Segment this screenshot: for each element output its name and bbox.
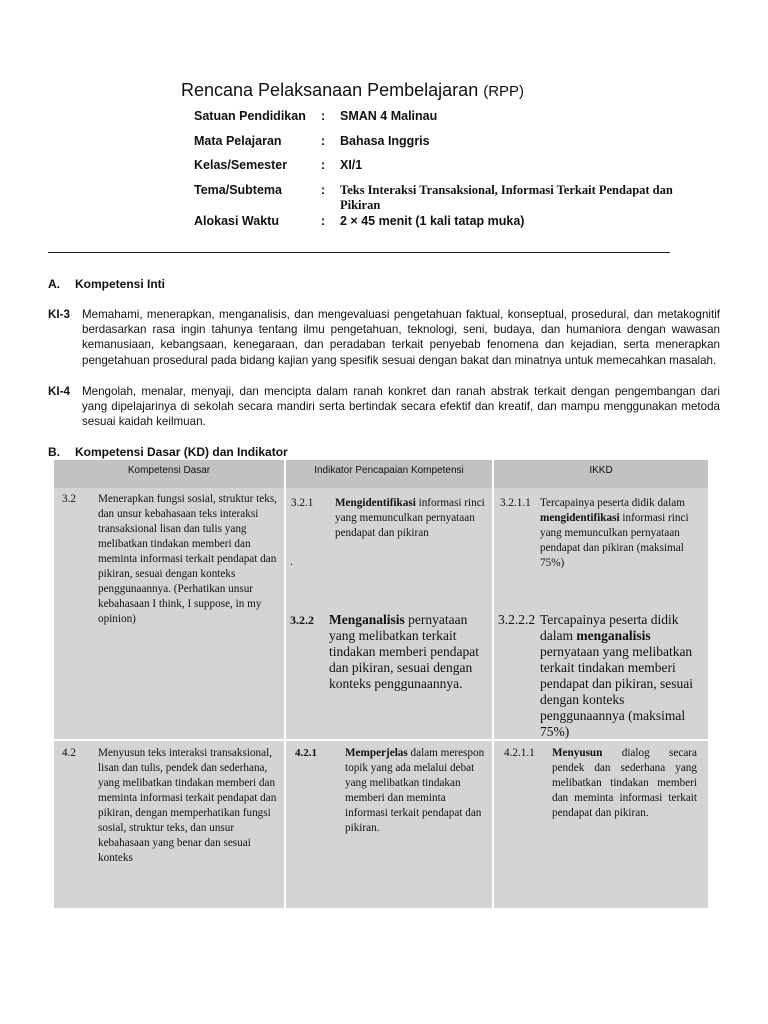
ikkd-intro: Tercapainya peserta didik dalam — [540, 497, 685, 509]
header-indikator: Indikator Pencapaian Kompetensi — [286, 460, 492, 488]
meta-value: XI/1 — [340, 158, 363, 172]
section-title: Kompetensi Dasar (KD) dan Indikator — [75, 445, 288, 459]
meta-key: Satuan Pendidikan — [194, 109, 306, 123]
header-ikkd: IKKD — [494, 460, 708, 488]
ikkd-verb: mengidentifikasi — [540, 512, 620, 524]
ikkd-rest: pernyataan yang melibatkan terkait tindakan memberi pendapat dan pikiran, sesuai dengan konteks penggunaannya (maksimal 75%) — [540, 644, 693, 739]
meta-value: 2 × 45 menit (1 kali tatap muka) — [340, 214, 525, 228]
header-kompetensi-dasar: Kompetensi Dasar — [54, 460, 284, 488]
indicator-rest: informasi rinci yang memunculkan pernyataan pendapat dan pikiran — [335, 497, 485, 539]
meta-colon: : — [321, 158, 326, 172]
document-title — [181, 80, 524, 101]
ki3-block — [48, 307, 720, 368]
ki4-text: Mengolah, menalar, menyaji, dan mencipta dalam ranah konkret dan ranah abstrak terkait dengan pengembangan dari yang dipelajarinya di sekolah secara mandiri serta bertindak secara efektif dan kreatif, dan mampu menggunakan metoda sesuai kaidah keilmuan. — [82, 385, 720, 429]
title-suffix: (RPP) — [483, 83, 525, 100]
stray-dot: . — [290, 556, 293, 568]
ikkd-number: 4.2.1.1 — [504, 747, 535, 759]
ikkd-verb: menganalisis — [576, 628, 651, 643]
title-text: Rencana Pelaksanaan Pembelajaran — [181, 80, 479, 100]
indicator-verb: Menganalisis — [329, 612, 405, 627]
meta-key: Mata Pelajaran — [194, 134, 282, 148]
indicator-number: 4.2.1 — [295, 747, 317, 759]
indicator-rest: dalam merespon topik yang ada melalui debat yang melibatkan tindakan memberi dan meminta informasi terkait pendapat dan pikiran. — [345, 747, 485, 834]
meta-key: Alokasi Waktu — [194, 214, 279, 228]
meta-key: Tema/Subtema — [194, 183, 282, 197]
indicator-number: 3.2.1 — [291, 497, 314, 509]
indicator-number: 3.2.2 — [290, 613, 314, 627]
ki3-label: KI-3 — [48, 308, 70, 321]
kd-number: 4.2 — [62, 747, 76, 759]
kd-number: 3.2 — [62, 493, 76, 505]
meta-colon: : — [321, 134, 326, 148]
section-number: B. — [48, 445, 60, 459]
meta-value: Bahasa Inggris — [340, 134, 430, 148]
header-divider — [48, 252, 670, 253]
ki4-label: KI-4 — [48, 385, 70, 398]
meta-colon: : — [321, 183, 326, 197]
indicator-verb: Memperjelas — [345, 747, 408, 759]
ikkd-text — [552, 746, 697, 821]
meta-key: Kelas/Semester — [194, 158, 288, 172]
ikkd-number: 3.2.2.2 — [498, 612, 536, 627]
indicator-rest: pernyataan yang melibatkan terkait tindakan memberi pendapat dan pikiran, sesuai dengan konteks penggunaannya. — [329, 612, 479, 691]
column-divider — [284, 460, 286, 908]
indicator-text — [329, 612, 489, 692]
meta-value: SMAN 4 Malinau — [340, 109, 438, 123]
ki4-block — [48, 384, 720, 430]
indicator-text — [345, 746, 487, 836]
kd-text: Menerapkan fungsi sosial, struktur teks, dan unsur kebahasaan teks interaksi transaksional lisan dan tulis yang melibatkan tindakan memberi dan meminta informasi terkait pendapat dan pikiran, sesuai dengan konteks penggunaannya. (Perhatikan unsur kebahasaan I think, I suppose, in my opinion) — [98, 493, 277, 625]
indicator-verb: Mengidentifikasi — [335, 497, 416, 509]
kd-indicator-table — [54, 460, 708, 908]
ikkd-verb: Menyusun — [552, 747, 603, 759]
ikkd-text — [540, 496, 690, 571]
indicator-text — [335, 496, 487, 541]
section-number: A. — [48, 277, 60, 291]
meta-colon: : — [321, 214, 326, 228]
ikkd-intro: Tercapainya peserta didik dalam — [540, 612, 679, 643]
section-title: Kompetensi Inti — [75, 277, 166, 291]
meta-colon: : — [321, 109, 326, 123]
kd-text: Menyusun teks interaksi transaksional, lisan dan tulis, pendek dan sederhana, yang melibatkan tindakan memberi dan meminta informasi terkait pendapat dan pikiran, dengan memperhatikan fungsi sosial, struktur teks, dan unsur kebahasaan yang benar dan sesuai konteks — [98, 747, 277, 864]
ikkd-rest: informasi rinci yang memunculkan pernyataan pendapat dan pikiran (maksimal 75%) — [540, 512, 689, 569]
column-divider — [492, 460, 494, 908]
ikkd-text — [540, 612, 702, 740]
ikkd-rest: dialog secara pendek dan sederhana yang melibatkan tindakan memberi dan meminta informasi terkait pendapat dan pikiran. — [552, 747, 697, 819]
meta-value: Teks Interaksi Transaksional, Informasi Terkait Pendapat dan Pikiran — [340, 183, 673, 212]
ki3-text: Memahami, menerapkan, menganalisis, dan mengevaluasi pengetahuan faktual, konseptual, prosedural, dan metakognitif berdasarkan rasa ingin tahunya tentang ilmu pengetahuan, teknologi, seni, budaya, dan humaniora dengan wawasan kemanusiaan, kebangsaan, kenegaraan, dan peradaban terkait penyebab fenomena dan kejadian, serta menerapkan pengetahuan prosedural pada bidang kajian yang spesifik sesuai dengan bakat dan minatnya untuk memecahkan masalah. — [82, 308, 720, 367]
ikkd-number: 3.2.1.1 — [500, 497, 531, 509]
